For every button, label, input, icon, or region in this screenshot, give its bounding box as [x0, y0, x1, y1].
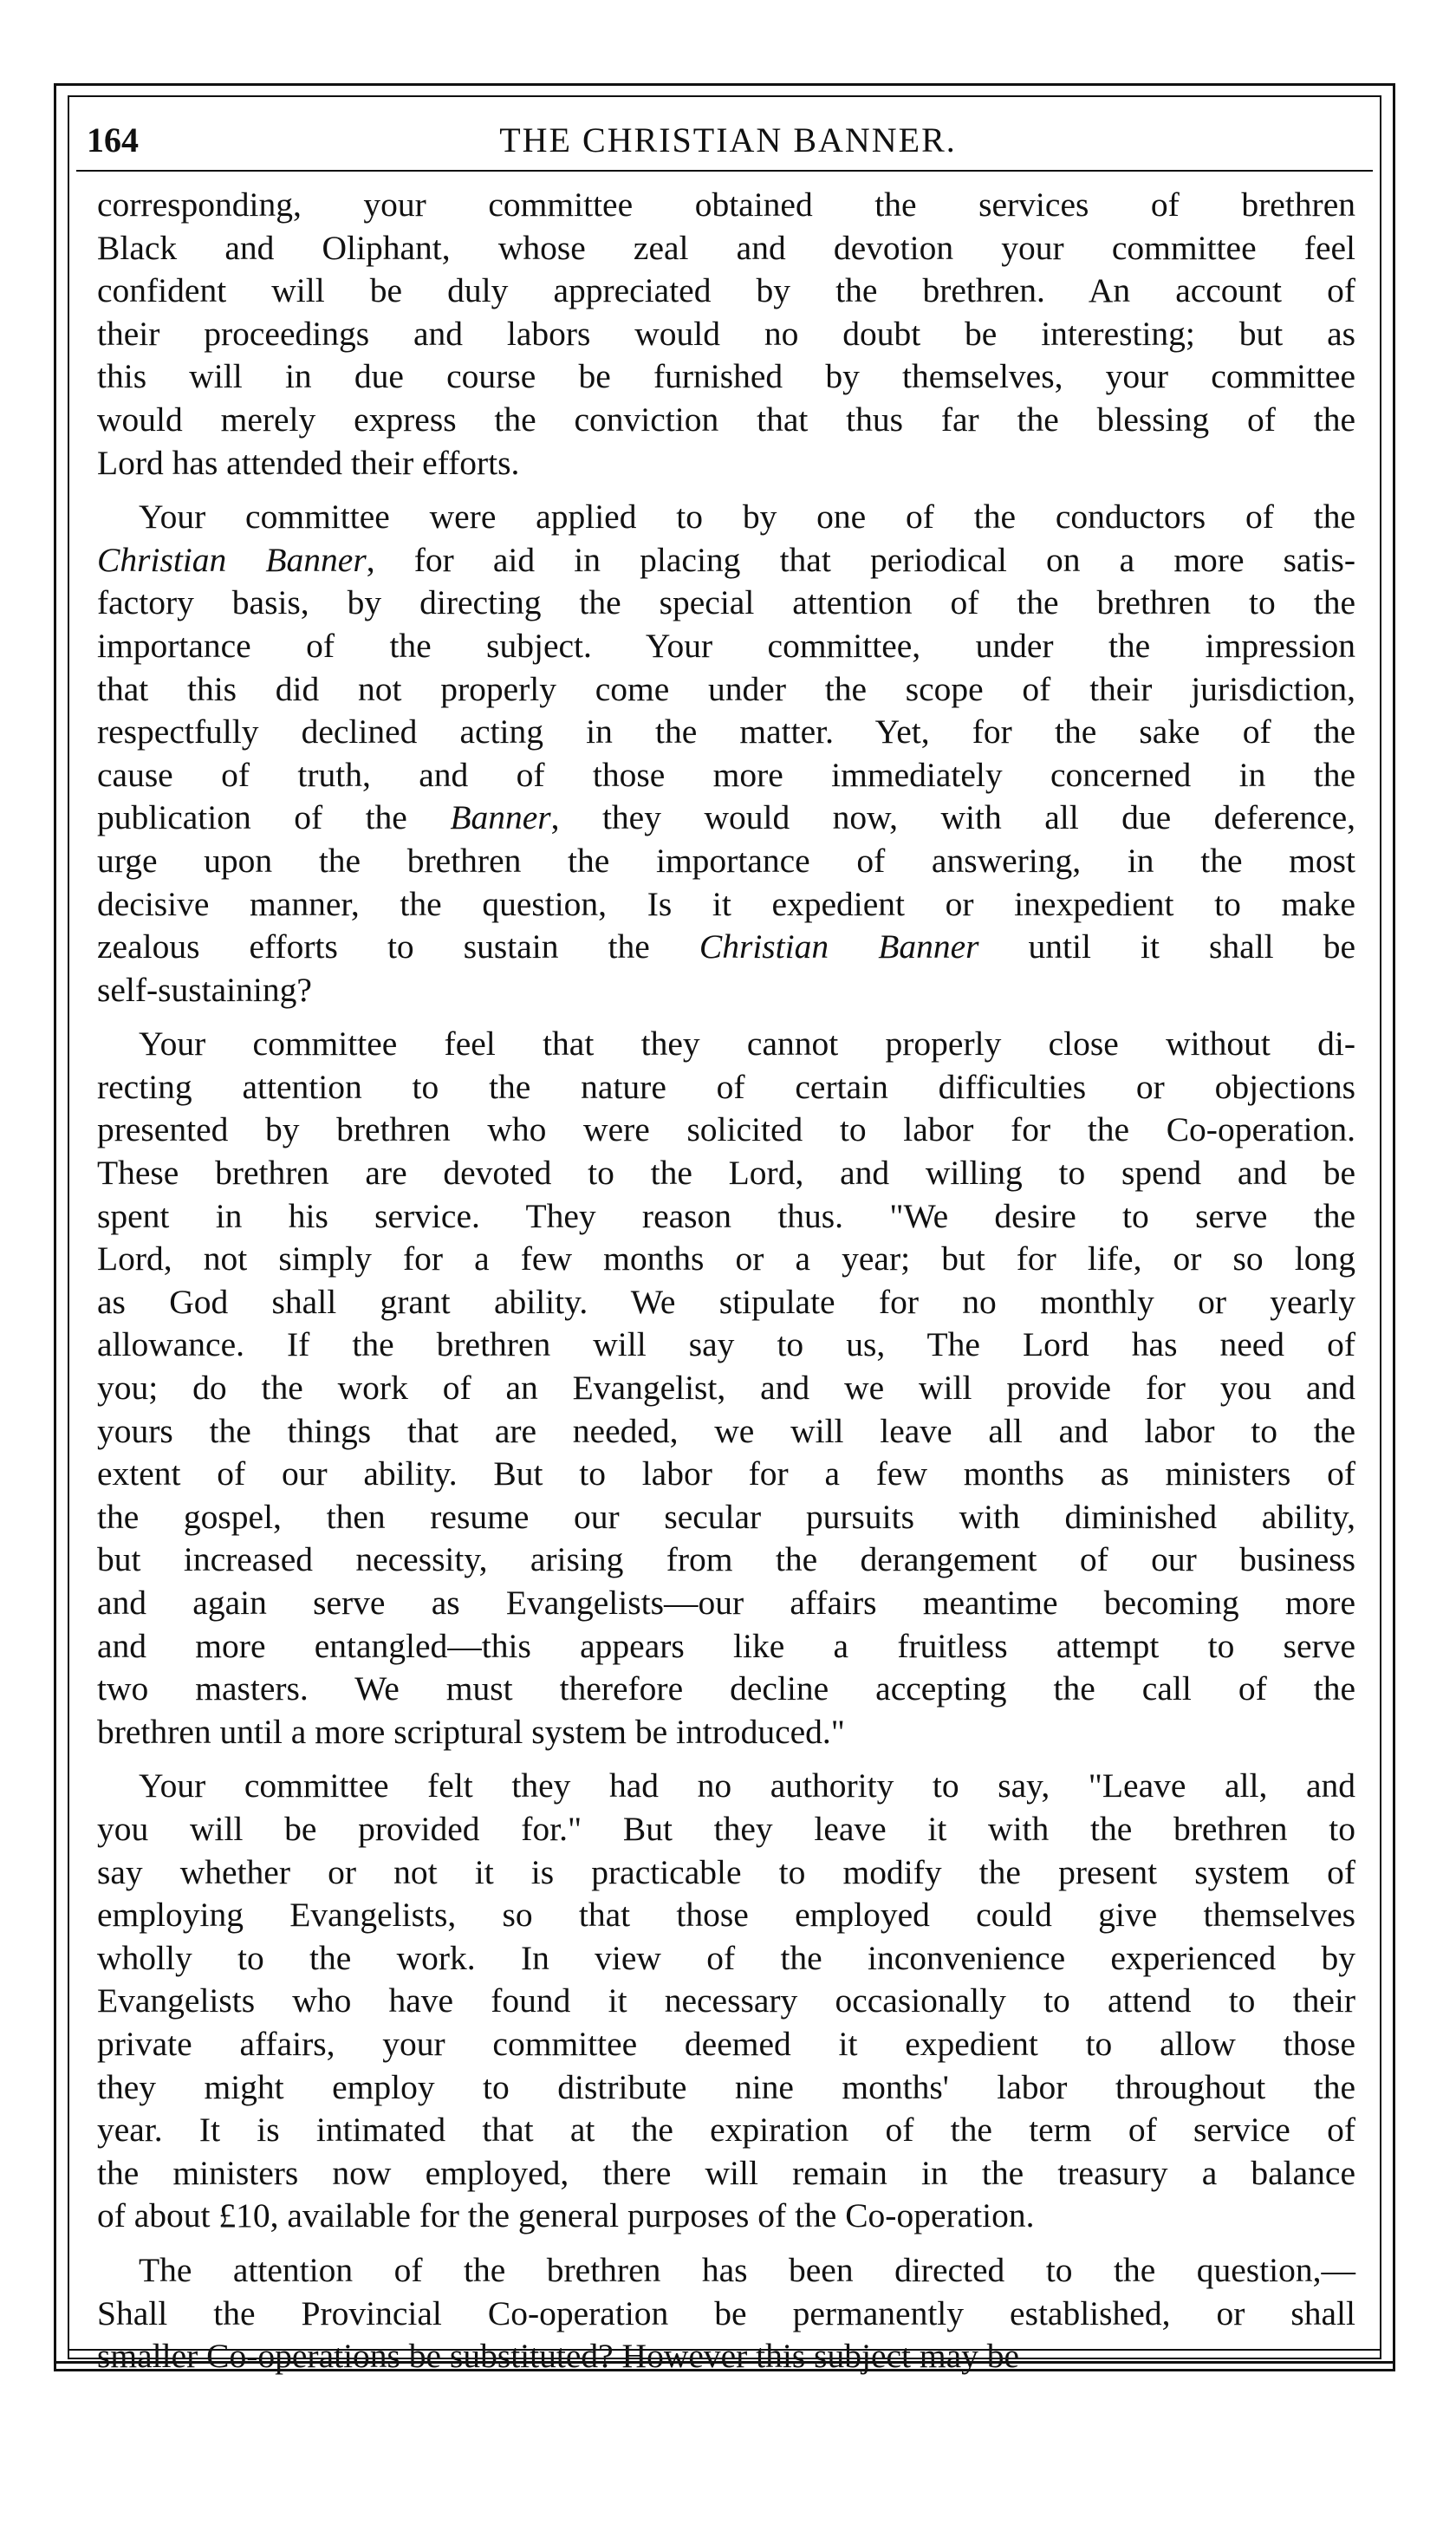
text-line: the ministers now employed, there will remain in the treasury a balance [97, 2153, 1355, 2192]
text-line: employing Evangelists, so that those employed could give themselves [97, 1896, 1355, 1935]
text-line: the gospel, then resume our secular pursuits with diminished ability, [97, 1497, 1355, 1536]
text-line: Your committee felt they had no authority to say, "Leave all, and [139, 1766, 1355, 1805]
text-line: you will be provided for." But they leave it with the brethren to [97, 1809, 1355, 1848]
text-line: presented by brethren who were solicited to labor for the Co-operation. [97, 1110, 1355, 1149]
text-line: cause of truth, and of those more immediately concerned in the [97, 755, 1355, 794]
text-line: Lord, not simply for a few months or a year; but for life, or so long [97, 1239, 1355, 1278]
text-line: year. It is intimated that at the expiration of the term of service of [97, 2111, 1355, 2150]
text-line: Shall the Provincial Co-operation be permanently established, or shall [97, 2293, 1355, 2332]
text-line: wholly to the work. In view of the inconvenience experienced by [97, 1938, 1355, 1977]
text-line: Your committee were applied to by one of the conductors of the [139, 498, 1355, 537]
bottom-rule-outer [54, 2361, 1395, 2364]
paragraph-p4 [97, 1765, 1355, 2238]
text-line: Lord has attended their efforts. [97, 443, 520, 482]
text-line: decisive manner, the question, Is it expedient or inexpedient to make [97, 884, 1355, 923]
text-line: importance of the subject. Your committee, under the impression [97, 626, 1355, 665]
text-line: Evangelists who have found it necessary occasionally to attend to their [97, 1981, 1355, 2020]
text-line: respectfully declined acting in the matter. Yet, for the sake of the [97, 712, 1355, 751]
text-line: and again serve as Evangelists—our affairs meantime becoming more [97, 1584, 1355, 1622]
header-rule [76, 170, 1373, 172]
text-line: and more entangled—this appears like a fruitless attempt to serve [97, 1626, 1355, 1665]
text-line: their proceedings and labors would no doubt be interesting; but as [97, 314, 1355, 353]
paragraph-p2 [97, 496, 1355, 1012]
text-line: would merely express the conviction that thus far the blessing of the [97, 400, 1355, 439]
text-line: two masters. We must therefore decline accepting the call of the [97, 1669, 1355, 1708]
text-line: that this did not properly come under the scope of their jurisdiction, [97, 669, 1355, 708]
paragraph-p5 [97, 2249, 1355, 2378]
text-line: The attention of the brethren has been directed to the question,— [139, 2250, 1355, 2289]
text-line: private affairs, your committee deemed it expedient to allow those [97, 2024, 1355, 2063]
text-line: allowance. If the brethren will say to us, The Lord has need of [97, 1325, 1355, 1364]
text-line: say whether or not it is practicable to modify the present system of [97, 1852, 1355, 1891]
text-line: Your committee feel that they cannot properly close without di- [139, 1025, 1355, 1064]
text-line: confident will be duly appreciated by the brethren. An account of [97, 271, 1355, 310]
text-line: brethren until a more scriptural system be introduced." [97, 1712, 845, 1751]
paragraph-p1 [97, 184, 1355, 485]
text-line: they might employ to distribute nine months' labor throughout the [97, 2067, 1355, 2106]
text-line: this will in due course be furnished by themselves, your committee [97, 357, 1355, 396]
text-line: smaller Co-operations be substituted? However this subject may be [97, 2337, 1020, 2376]
text-line: as God shall grant ability. We stipulate for no monthly or yearly [97, 1282, 1355, 1321]
bottom-rule-inner [68, 2349, 1381, 2351]
paragraph-p3 [97, 1023, 1355, 1753]
text-line: recting attention to the nature of certain difficulties or objections [97, 1067, 1355, 1106]
text-line: yours the things that are needed, we will leave all and labor to the [97, 1411, 1355, 1450]
page-header [87, 120, 1369, 172]
text-line: Christian Banner, for aid in placing that periodical on a more satis- [97, 540, 1355, 579]
text-line: self-sustaining? [97, 970, 312, 1009]
text-line: spent in his service. They reason thus. "We desire to serve the [97, 1196, 1355, 1235]
article-body [97, 184, 1355, 2378]
running-title: THE CHRISTIAN BANNER. [499, 120, 957, 159]
text-line: but increased necessity, arising from the derangement of our business [97, 1540, 1355, 1579]
page-number: 164 [87, 120, 139, 159]
text-line: publication of the Banner, they would now, with all due deference, [97, 798, 1356, 837]
text-line: factory basis, by directing the special attention of the brethren to the [97, 583, 1355, 622]
text-line: These brethren are devoted to the Lord, and willing to spend and be [97, 1154, 1355, 1193]
text-line: of about £10, available for the general purposes of the Co-operation. [97, 2196, 1035, 2235]
text-line: zealous efforts to sustain the Christian Banner until it shall be [97, 927, 1356, 966]
text-line: urge upon the brethren the importance of answering, in the most [97, 841, 1355, 880]
text-line: corresponding, your committee obtained the services of brethren [97, 185, 1355, 224]
text-line: you; do the work of an Evangelist, and we will provide for you and [97, 1369, 1355, 1408]
text-line: extent of our ability. But to labor for a few months as ministers of [97, 1454, 1355, 1493]
text-line: Black and Oliphant, whose zeal and devotion your committee feel [97, 228, 1355, 267]
